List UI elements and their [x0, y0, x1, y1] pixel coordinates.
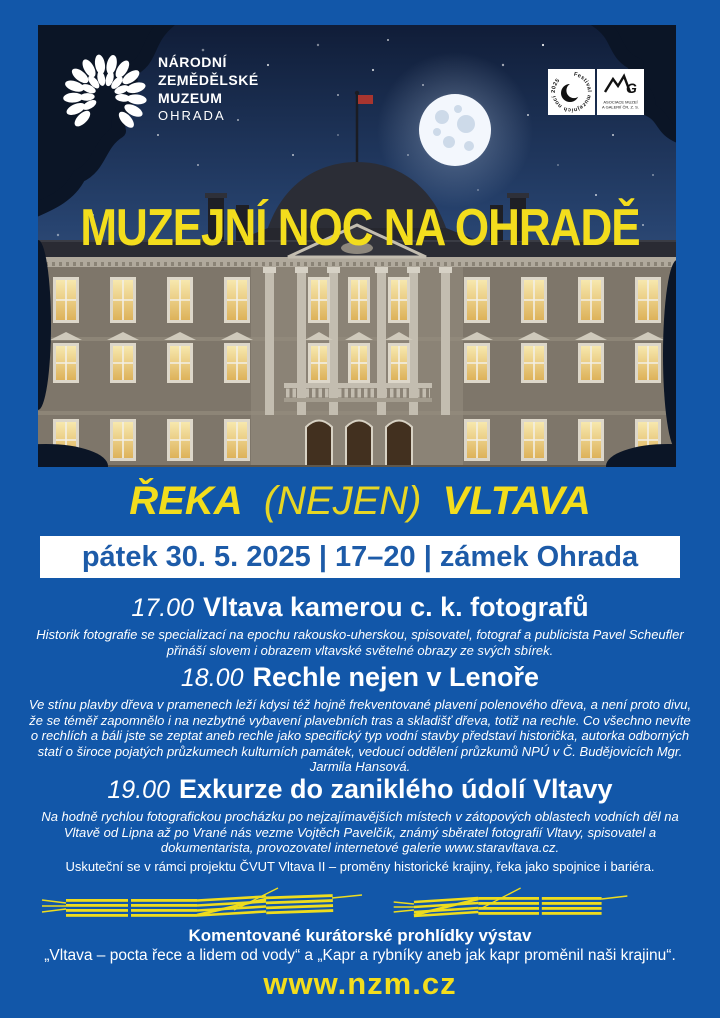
website-link[interactable]: www.nzm.cz — [263, 966, 457, 1001]
nzm-leaf-wreath-icon — [58, 48, 152, 144]
hero-title: MUZEJNÍ NOC NA OHRADĚ — [80, 199, 640, 257]
logo-line-3: MUZEUM — [158, 90, 223, 106]
festival-ring-text: Festival muzejních nocí 2025 — [550, 71, 592, 113]
subtitle-part-nejen: (NEJEN) — [263, 479, 422, 523]
timber-raft-icon — [42, 888, 362, 918]
amg-text-line-1: ASOCIACE MUZEÍ — [603, 99, 638, 105]
program-title: Rechle nejen v Lenoře — [252, 662, 540, 692]
program-time: 18.00 — [180, 664, 244, 692]
cvut-project-note: Uskuteční se v rámci projektu ČVUT Vltava II – proměny historické krajiny, řeka jako spojnice i bariéra. — [65, 859, 655, 874]
amg-badge — [597, 69, 644, 115]
balcony — [284, 383, 432, 402]
program-description: Historik fotografie se specializací na epochu rakousko-uherskou, spisovatel, fotograf a publicista Pavel Scheufler přináší slovem i obrazem vltavské světelné obrazy ze svých sbírek. — [36, 627, 684, 658]
program-description: Ve stínu plavby dřeva v pramenech leží kdysi též hojně frekventované plavení polenového dřeva, a není proto divu, že se téměř zapomnělo i na nezbytné vybavení plavebních tras a skladišť dřeva, totiž na rechle. Co všechno nevíte o rechlích a báli jste se zeptat aneb rechle jako specifický typ vodní stavby představí historička, autorka odborných statí o široce pojatých průzkumech kulturních památek, vedoucí oddělení průzkumů NPÚ v Č. Budějovicích Mgr. Jarmila Hansová. — [28, 697, 692, 774]
program-item-1900 — [28, 774, 692, 856]
entrance-doors — [306, 421, 412, 468]
crescent-moon-icon — [561, 83, 582, 102]
program-time: 19.00 — [107, 776, 170, 804]
date-location-text: pátek 30. 5. 2025 | 17–20 | zámek Ohrada — [81, 540, 639, 573]
program-title: Vltava kamerou c. k. fotografů — [202, 592, 589, 622]
tours-detail: „Vltava – pocta řece a lidem od vody“ a „Kapr a rybníky aneb jak kapr proměnil naši krajinu“. — [44, 947, 676, 964]
timber-raft-icon — [394, 888, 628, 916]
amg-text-line-2: A GALERIÍ ČR, Z. S. — [602, 104, 639, 110]
nzm-logo-text — [158, 53, 259, 125]
program-title: Exkurze do zaniklého údolí Vltavy — [178, 774, 613, 804]
event-subtitle — [0, 479, 720, 524]
subtitle-part-vltava: VLTAVA — [442, 479, 591, 523]
tours-heading: Komentované kurátorské prohlídky výstav — [188, 926, 532, 945]
program-time: 17.00 — [131, 594, 194, 622]
date-location-bar — [40, 536, 680, 578]
festival-muzejnich-noci-badge — [548, 69, 595, 115]
program-item-1800 — [28, 662, 692, 775]
program-item-1700 — [28, 592, 692, 658]
logo-line-4: OHRADA — [158, 108, 226, 123]
logo-line-1: NÁRODNÍ — [158, 54, 227, 70]
subtitle-part-reka: ŘEKA — [129, 479, 243, 523]
amg-monogram: G — [626, 80, 637, 96]
program-description: Na hodně rychlou fotografickou procházku po nejzajímavějších místech v zátopových oblastech vodních děl na Vltavě od Lipna až po Vrané nás vezme Vojtěch Pavelčík, známý sběratel fotografií Vltavy, spisovatel a dokumentarista, provozovatel internetové galerie www.staravltava.cz. — [41, 809, 679, 855]
logo-line-2: ZEMĚDĚLSKÉ — [158, 72, 259, 88]
